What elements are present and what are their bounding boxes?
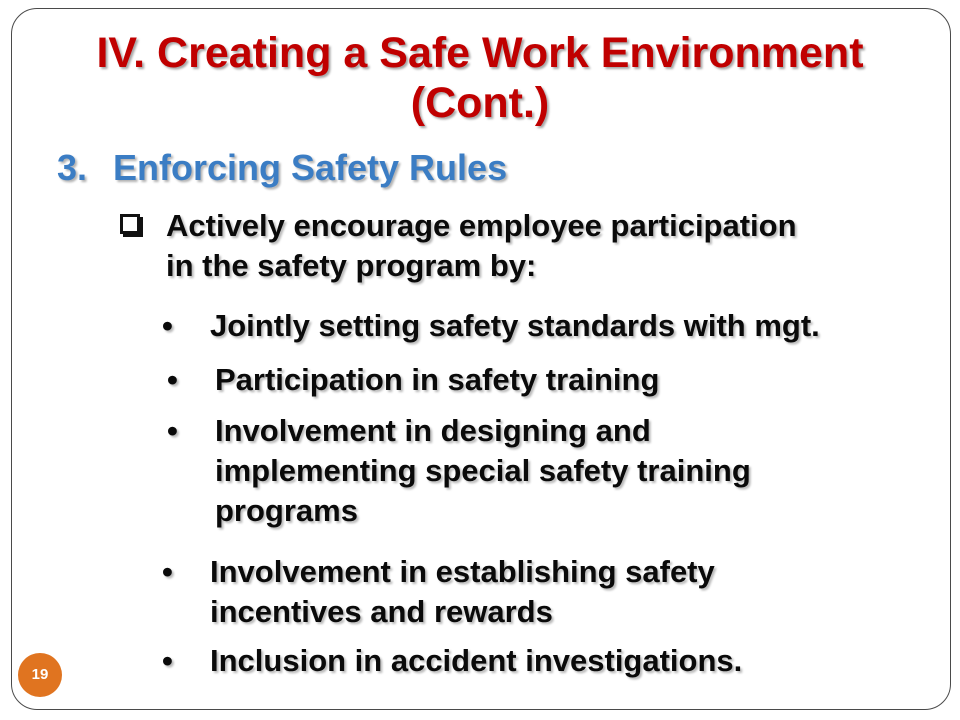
bullet-text bbox=[210, 552, 830, 632]
bullet-text bbox=[215, 411, 835, 531]
bullet-line: Involvement in designing and bbox=[215, 413, 651, 448]
subheading-number: 3. bbox=[57, 147, 88, 188]
bullet-dot: • bbox=[162, 554, 173, 589]
subheading-text: Enforcing Safety Rules bbox=[113, 147, 508, 188]
bullet-line: implementing special safety training bbox=[215, 453, 751, 488]
slide-title bbox=[0, 28, 960, 128]
bullet-dot: • bbox=[162, 643, 173, 678]
title-line-2: (Cont.) bbox=[410, 79, 550, 127]
bullet-line: Participation in safety training bbox=[215, 362, 660, 397]
main-point-line-1: Actively encourage employee participation bbox=[166, 208, 797, 243]
bullet-line: Involvement in establishing safety bbox=[210, 554, 715, 589]
bullet-line: Inclusion in accident investigations. bbox=[210, 643, 743, 678]
bullet-dot: • bbox=[162, 308, 173, 343]
title-line-1: IV. Creating a Safe Work Environment bbox=[96, 29, 864, 77]
bullet-line: incentives and rewards bbox=[210, 594, 553, 629]
bullet-dot: • bbox=[167, 413, 178, 448]
bullet-text bbox=[210, 641, 830, 681]
checkbox-icon bbox=[120, 214, 140, 234]
bullet-line: Jointly setting safety standards with mgt. bbox=[210, 308, 820, 343]
page-number-badge: 19 bbox=[18, 653, 62, 697]
bullet-dot: • bbox=[167, 362, 178, 397]
subheading bbox=[57, 146, 507, 190]
bullet-text bbox=[210, 306, 910, 346]
bullet-line: programs bbox=[215, 493, 358, 528]
main-point-text bbox=[166, 206, 886, 286]
main-point-line-2: in the safety program by: bbox=[166, 248, 537, 283]
bullet-text bbox=[215, 360, 835, 400]
